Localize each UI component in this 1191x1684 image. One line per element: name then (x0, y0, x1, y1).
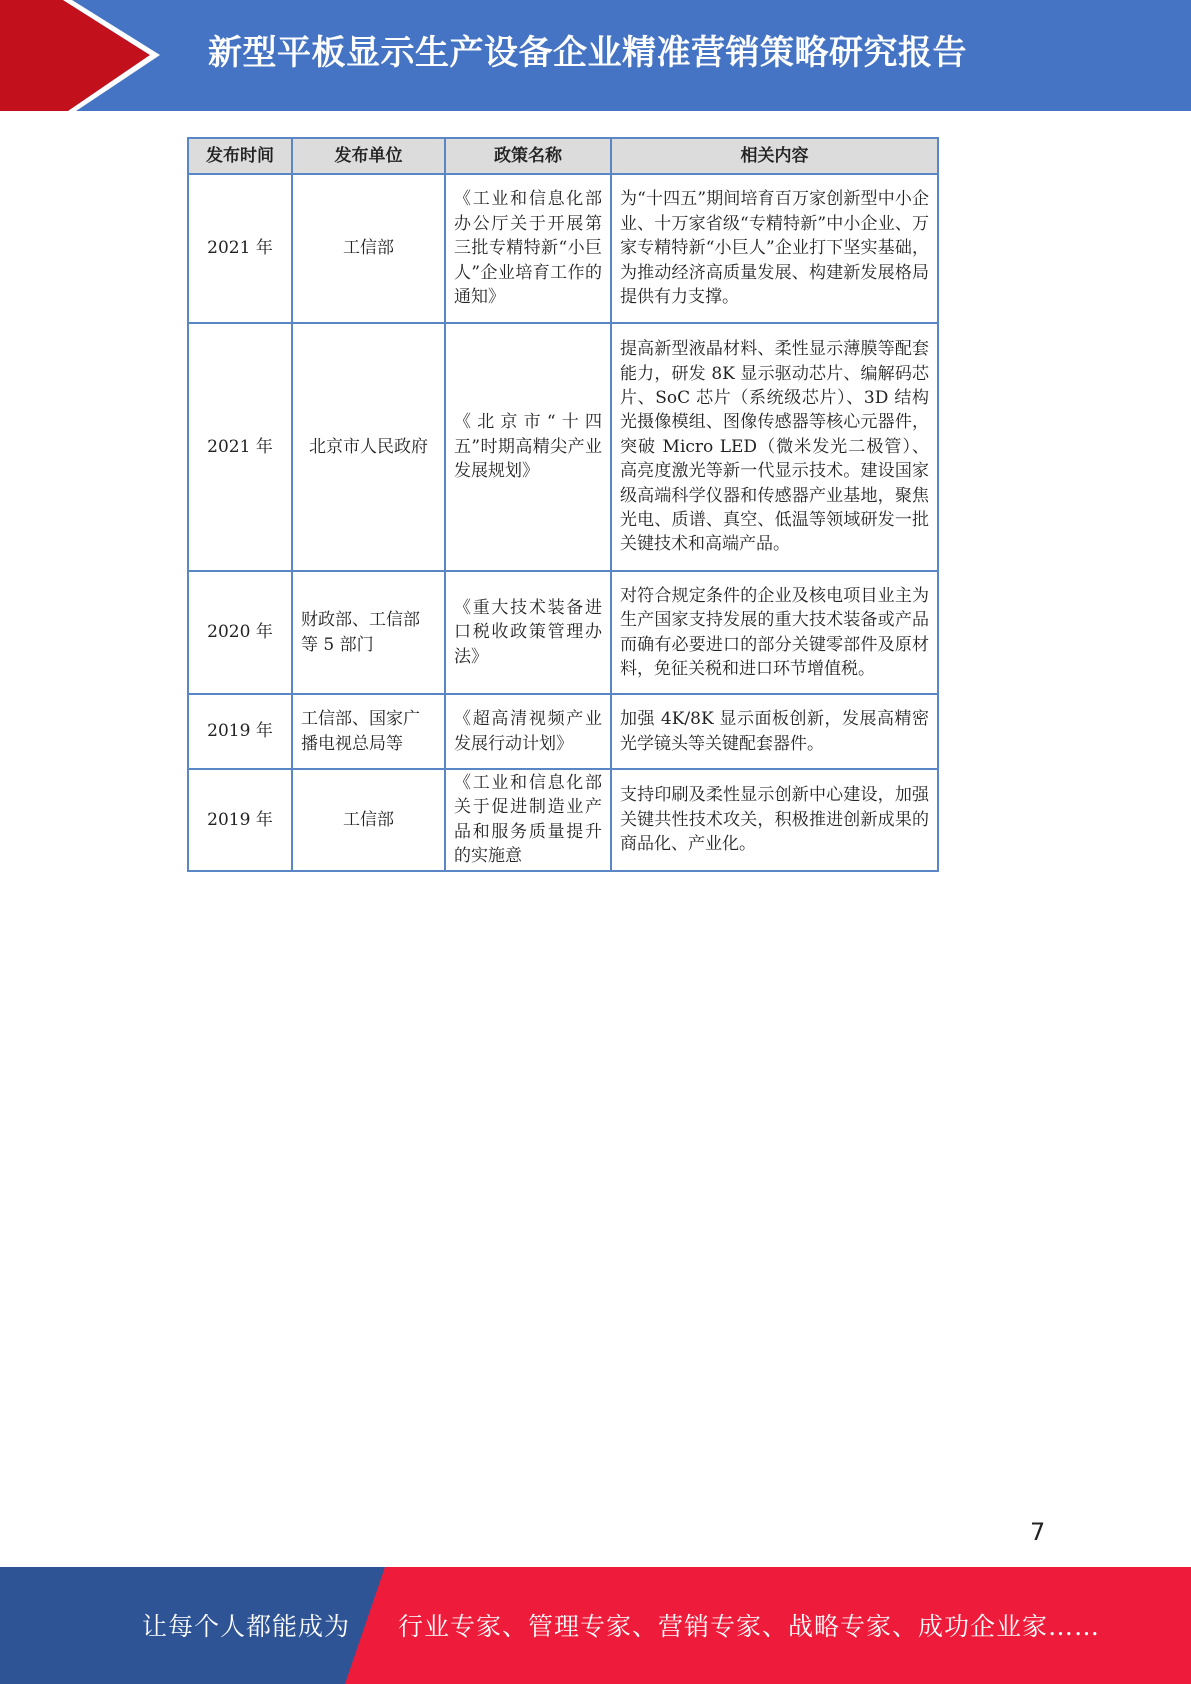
cell-content: 对符合规定条件的企业及核电项目业主为生产国家支持发展的重大技术装备或产品而确有必要进口的部分关键零部件及原材料，免征关税和进口环节增值税。 (611, 571, 938, 694)
cell-time: 2021 年 (188, 323, 292, 571)
policy-table (187, 137, 939, 872)
cell-policy: 《工业和信息化部办公厅关于开展第三批专精特新“小巨人”企业培育工作的通知》 (445, 174, 611, 323)
footer-slogan-right: 行业专家、管理专家、营销专家、战略专家、成功企业家…… (398, 1612, 1101, 1641)
header-unit: 发布单位 (292, 138, 445, 174)
table-header-row (188, 138, 938, 174)
table-row (188, 174, 938, 323)
cell-content: 为“十四五”期间培育百万家创新型中小企业、十万家省级“专精特新”中小企业、万家专精特新“小巨人”企业打下坚实基础，为推动经济高质量发展、构建新发展格局提供有力支撑。 (611, 174, 938, 323)
cell-policy: 《北京市“十四五”时期高精尖产业发展规划》 (445, 323, 611, 571)
header-chevron-icon (0, 0, 160, 111)
table-row (188, 769, 938, 871)
cell-unit: 工信部、国家广播电视总局等 (292, 694, 445, 769)
header-policy: 政策名称 (445, 138, 611, 174)
header-time: 发布时间 (188, 138, 292, 174)
cell-content: 支持印刷及柔性显示创新中心建设，加强关键共性技术攻关，积极推进创新成果的商品化、产业化。 (611, 769, 938, 871)
header-content: 相关内容 (611, 138, 938, 174)
table-row (188, 571, 938, 694)
footer-banner (0, 1567, 1191, 1684)
cell-unit: 工信部 (292, 769, 445, 871)
cell-time: 2019 年 (188, 694, 292, 769)
cell-time: 2019 年 (188, 769, 292, 871)
page-number: 7 (1030, 1518, 1046, 1546)
cell-time: 2021 年 (188, 174, 292, 323)
table-row (188, 694, 938, 769)
table-row (188, 323, 938, 571)
report-title: 新型平板显示生产设备企业精准营销策略研究报告 (208, 33, 967, 73)
footer-slogan-left: 让每个人都能成为 (142, 1612, 351, 1641)
cell-unit: 北京市人民政府 (292, 323, 445, 571)
cell-time: 2020 年 (188, 571, 292, 694)
cell-policy: 《超高清视频产业发展行动计划》 (445, 694, 611, 769)
cell-unit: 工信部 (292, 174, 445, 323)
cell-content: 提高新型液晶材料、柔性显示薄膜等配套能力，研发 8K 显示驱动芯片、编解码芯片、SoC 芯片（系统级芯片）、3D 结构光摄像模组、图像传感器等核心元器件，突破 Micro LED（微米发光二极管）、高亮度激光等新一代显示技术。建设国家级高端科学仪器和传感器产业基地，聚焦光电、质谱、真空、低温等领域研发一批关键技术和高端产品。 (611, 323, 938, 571)
cell-policy: 《重大技术装备进口税收政策管理办法》 (445, 571, 611, 694)
cell-policy: 《工业和信息化部关于促进制造业产品和服务质量提升的实施意 (445, 769, 611, 871)
cell-content: 加强 4K/8K 显示面板创新，发展高精密光学镜头等关键配套器件。 (611, 694, 938, 769)
header-banner (0, 0, 1191, 111)
cell-unit: 财政部、工信部等 5 部门 (292, 571, 445, 694)
